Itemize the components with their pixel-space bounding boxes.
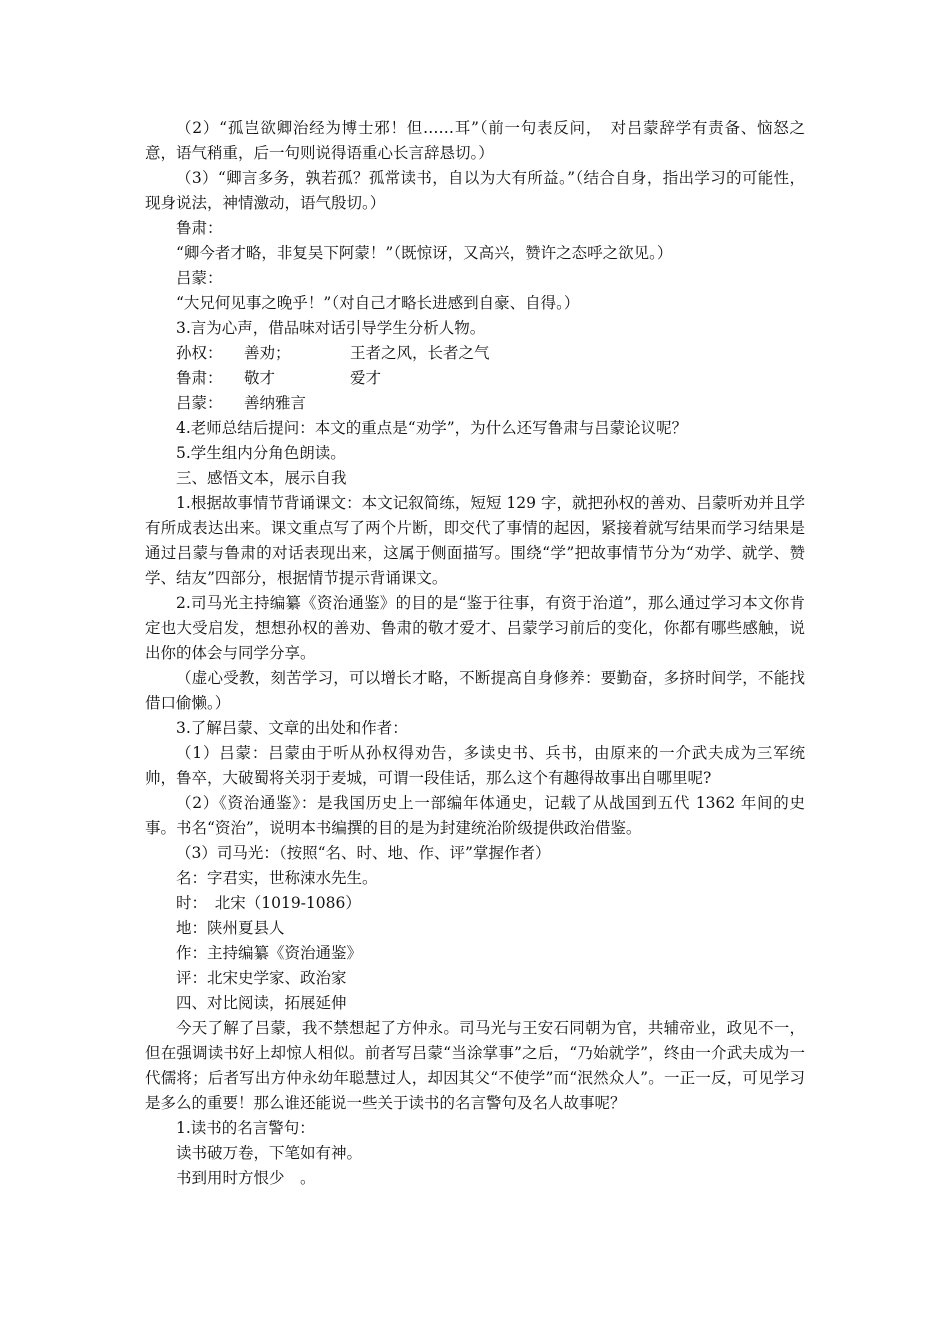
character-trait: 善纳雅言: [244, 394, 307, 412]
trait-row: [145, 391, 805, 416]
author-fact: 时： 北宋（1019-1086）: [176, 894, 361, 912]
paragraph: 1.读书的名言警句：: [176, 1119, 315, 1137]
character-name: 孙权：: [176, 344, 223, 362]
character-name: 吕蒙：: [176, 394, 223, 412]
paragraph: 1.根据故事情节背诵课文：本文记叙简练，短短 129 字，就把孙权的善劝、吕蒙听劝并且学有所成表达出来。课文重点写了两个片断，即交代了事情的起因，紧接着就写结果而学习结果是通过吕蒙与鲁肃的对话表现出来，这属于侧面描写。围绕“学”把故事情节分为“劝学、就学、赞学、结友”四部分，根据情节提示背诵课文。: [145, 494, 805, 587]
paragraph: （2）“孤岂欲卿治经为博士邪！但……耳”（前一句表反问， 对吕蒙辞学有责备、恼怒之意，语气稍重，后一句则说得语重心长言辞恳切。）: [145, 119, 805, 162]
paragraph: 4.老师总结后提问：本文的重点是“劝学”，为什么还写鲁肃与吕蒙论议呢？: [176, 419, 688, 437]
paragraph: 3.了解吕蒙、文章的出处和作者：: [176, 719, 408, 737]
character-name: 鲁肃：: [176, 369, 223, 387]
author-fact: 名：字君实，世称涑水先生。: [176, 869, 378, 887]
section-heading: 四、对比阅读，拓展延伸: [176, 994, 347, 1012]
paragraph: （虚心受教，刻苦学习，可以增长才略，不断提高自身修养：要勤奋，多挤时间学，不能找借口偷懒。）: [145, 669, 805, 712]
paragraph: （3）司马光：（按照“名、时、地、作、评”掌握作者）: [176, 844, 551, 862]
character-trait: 敬才: [244, 369, 276, 387]
quote-line: 书到用时方恨少 。: [176, 1169, 316, 1187]
paragraph: （3）“卿言多务，孰若孤？孤常读书，自以为大有所益。”（结合自身，指出学习的可能性，现身说法，神情激动，语气殷切。）: [145, 169, 805, 212]
speaker-label: 吕蒙：: [176, 269, 223, 287]
character-trait: 王者之风，长者之气: [350, 344, 490, 362]
quote-line: 读书破万卷，下笔如有神。: [176, 1144, 363, 1162]
speaker-label: 鲁肃：: [176, 219, 223, 237]
paragraph: 今天了解了吕蒙，我不禁想起了方仲永。司马光与王安石同朝为官，共辅帝业，政见不一，但在强调读书好上却惊人相似。前者写吕蒙“当涂掌事”之后，“乃始就学”，终由一介武夫成为一代儒将；后者写出方仲永幼年聪慧过人，却因其父“不使学”而“泯然众人”。一正一反，可见学习是多么的重要！那么谁还能说一些关于读书的名言警句及名人故事呢？: [145, 1019, 805, 1112]
character-trait: 爱才: [350, 369, 382, 387]
paragraph: 2.司马光主持编纂《资治通鉴》的目的是“鉴于往事，有资于治道”，那么通过学习本文你肯定也大受启发，想想孙权的善劝、鲁肃的敬才爱才、吕蒙学习前后的变化，你都有哪些感触，说出你的体会与同学分享。: [145, 594, 805, 662]
paragraph: （1）吕蒙：吕蒙由于听从孙权得劝告，多读史书、兵书，由原来的一介武夫成为三军统帅，鲁卒，大破蜀将关羽于麦城，可谓一段佳话，那么这个有趣得故事出自哪里呢?: [145, 744, 805, 787]
character-trait: [350, 391, 805, 416]
paragraph: （2）《资治通鉴》：是我国历史上一部编年体通史，记载了从战国到五代 1362 年间的史事。书名“资治”，说明本书编撰的目的是为封建统治阶级提供政治借鉴。: [145, 794, 805, 837]
trait-row: [145, 341, 805, 366]
author-fact: 作：主持编纂《资治通鉴》: [176, 944, 363, 962]
quote-line: “大兄何见事之晚乎！”（对自己才略长进感到自豪、自得。）: [176, 294, 580, 312]
character-traits-table: [145, 341, 805, 416]
document-page: [145, 116, 805, 1191]
quote-line: “卿今者才略，非复吴下阿蒙！”（既惊讶，又高兴，赞许之态呼之欲见。）: [176, 244, 673, 262]
trait-row: [145, 366, 805, 391]
section-heading: 三、感悟文本，展示自我: [176, 469, 347, 487]
author-fact: 评：北宋史学家、政治家: [176, 969, 347, 987]
paragraph: 3.言为心声，借品味对话引导学生分析人物。: [176, 319, 486, 337]
paragraph: 5.学生组内分角色朗读。: [176, 444, 346, 462]
author-fact: 地：陕州夏县人: [176, 919, 285, 937]
character-trait: 善劝；: [244, 344, 291, 362]
